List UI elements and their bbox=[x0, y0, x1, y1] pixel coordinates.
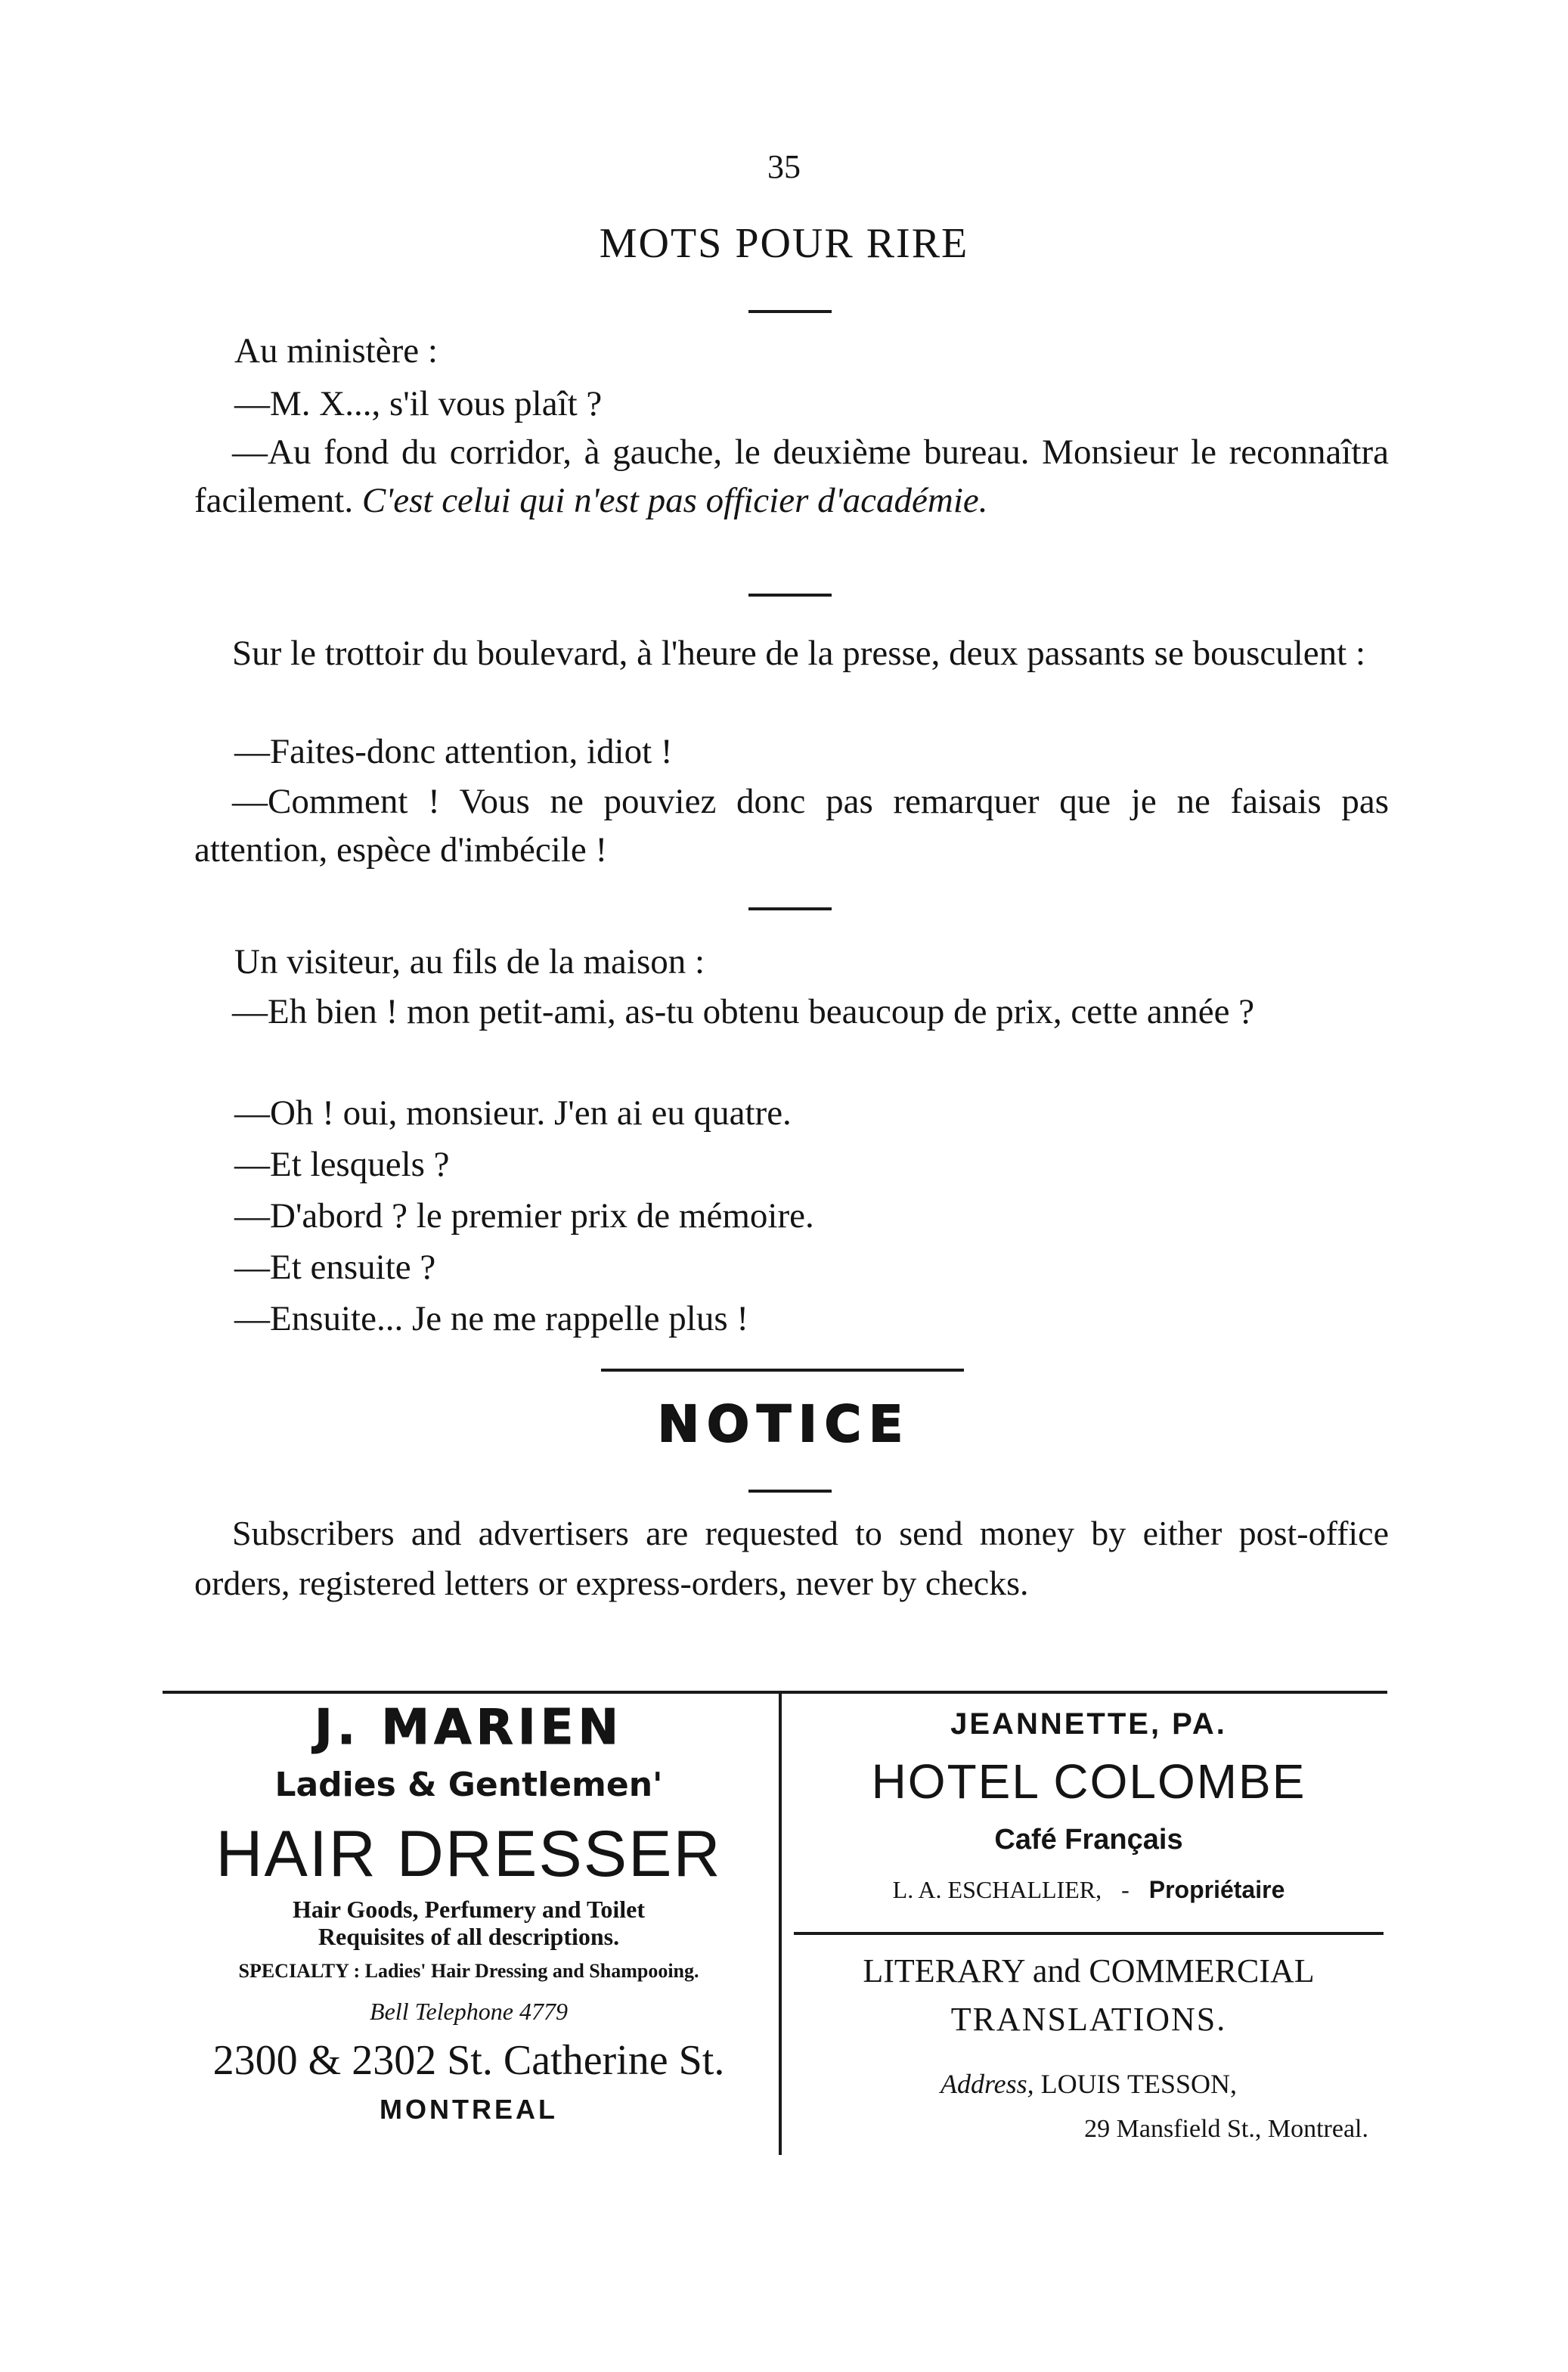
marien-specialty-line bbox=[163, 1950, 775, 1992]
colombe-subtitle: Café Français bbox=[994, 1824, 1183, 1856]
tesson-line2: TRANSLATIONS. bbox=[950, 2001, 1227, 2038]
section-divider bbox=[748, 310, 832, 313]
joke3-line5: —D'abord ? le premier prix de mémoire. bbox=[234, 1196, 814, 1236]
joke2-line2: —Faites-donc attention, idiot ! bbox=[234, 732, 673, 771]
marien-address: 2300 & 2302 St. Catherine St. bbox=[212, 2037, 725, 2084]
colombe-owner-line bbox=[794, 1867, 1384, 1912]
marien-trade: HAIR DRESSER bbox=[215, 1818, 722, 1890]
section-title: MOTS POUR RIRE bbox=[599, 220, 969, 267]
marien-city: MONTREAL bbox=[380, 2094, 558, 2125]
ads-column-divider bbox=[779, 1694, 782, 2155]
joke2-line1: Sur le trottoir du boulevard, à l'heure de la presse, deux passants se bousculent : bbox=[232, 634, 1366, 673]
joke3-line7: —Ensuite... Je ne me rappelle plus ! bbox=[234, 1299, 749, 1338]
joke3-line4: —Et lesquels ? bbox=[234, 1145, 450, 1184]
page-number: 35 bbox=[767, 148, 801, 185]
joke1-line1: Au ministère : bbox=[234, 331, 438, 371]
joke3-line3: —Oh ! oui, monsieur. J'en ai eu quatre. bbox=[234, 1093, 792, 1133]
ad-tesson bbox=[794, 1947, 1384, 2148]
joke-divider-2 bbox=[748, 907, 832, 910]
marien-subtitle: Ladies & Gentlemen' bbox=[274, 1766, 663, 1804]
ads-top-rule bbox=[163, 1691, 1387, 1694]
joke3-line6: —Et ensuite ? bbox=[234, 1248, 436, 1287]
colombe-location: JEANNETTE, PA. bbox=[950, 1707, 1227, 1741]
joke1-line2: —M. X..., s'il vous plaît ? bbox=[234, 384, 603, 423]
marien-goods: Hair Goods, Perfumery and Toilet Requisites of all descriptions. bbox=[292, 1896, 646, 1950]
notice-body: Subscribers and advertisers are requested to send money by either post-office orders, registered letters or express-orders, never by checks. bbox=[194, 1514, 1389, 1602]
tesson-line1: LITERARY and COMMERCIAL bbox=[863, 1952, 1315, 1989]
marien-phone: Bell Telephone 4779 bbox=[370, 1998, 568, 2025]
joke3-line1: Un visiteur, au fils de la maison : bbox=[234, 942, 705, 981]
marien-specialty: Ladies' Hair Dressing and Shampooing. bbox=[364, 1960, 699, 1982]
marien-specialty-label: SPECIALTY : bbox=[238, 1960, 361, 1982]
colombe-owner-title: Propriétaire bbox=[1148, 1876, 1285, 1903]
joke2-line3: —Comment ! Vous ne pouviez donc pas remarquer que je ne faisais pas attention, espèce d'imbécile ! bbox=[194, 782, 1389, 870]
joke1-paragraph bbox=[194, 428, 1389, 525]
joke1-line3a: —Au fond du corridor, à gauche, le deuxième bureau. Monsieur le reconnaîtra facilement. bbox=[194, 433, 1389, 520]
tesson-address: 29 Mansfield St., Montreal. bbox=[1084, 2115, 1368, 2143]
colombe-owner: L. A. ESCHALLIER, bbox=[892, 1876, 1102, 1903]
colombe-name: HOTEL COLOMBE bbox=[871, 1754, 1306, 1809]
tesson-address-line bbox=[794, 2057, 1384, 2110]
marien-name: J. MARIEN bbox=[315, 1700, 623, 1756]
joke-divider-1 bbox=[748, 594, 832, 597]
ad-marien bbox=[163, 1698, 775, 2129]
notice-top-rule bbox=[601, 1369, 964, 1372]
joke1-line3b: C'est celui qui n'est pas officier d'académie. bbox=[361, 481, 988, 520]
tesson-name: LOUIS TESSON, bbox=[1040, 2069, 1238, 2099]
right-ads-divider bbox=[794, 1932, 1384, 1935]
joke3-line2: —Eh bien ! mon petit-ami, as-tu obtenu beaucoup de prix, cette année ? bbox=[232, 992, 1255, 1031]
colombe-owner-dash: - bbox=[1121, 1876, 1130, 1903]
notice-divider bbox=[748, 1490, 832, 1493]
tesson-address-label: Address, bbox=[940, 2069, 1034, 2099]
ad-colombe bbox=[794, 1698, 1384, 1912]
notice-title: NOTICE bbox=[657, 1395, 911, 1453]
